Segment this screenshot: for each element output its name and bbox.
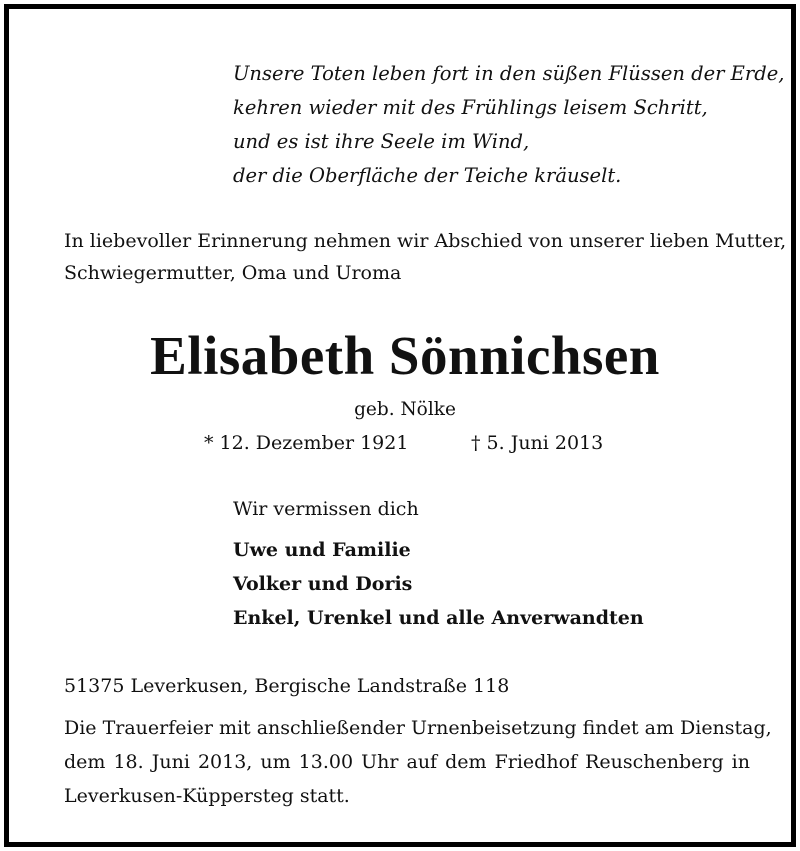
birth-date: * 12. Dezember 1921: [204, 432, 409, 454]
deceased-name: Elisabeth Sönnichsen: [150, 325, 660, 386]
poem-line: und es ist ihre Seele im Wind,: [233, 130, 530, 153]
poem: [233, 57, 784, 193]
address: 51375 Leverkusen, Bergische Landstraße 118: [64, 675, 510, 697]
ceremony-line: dem 18. Juni 2013, um 13.00 Uhr auf dem Friedhof Reuschenberg in: [64, 751, 750, 773]
ceremony-line: Die Trauerfeier mit anschließender Urnenbeisetzung findet am Dienstag,: [64, 717, 772, 739]
poem-line: Unsere Toten leben fort in den süßen Flüssen der Erde,: [233, 62, 785, 85]
maiden-name: geb. Nölke: [354, 399, 456, 420]
obituary-frame: [4, 4, 796, 847]
intro-line: Schwiegermutter, Oma und Uroma: [64, 262, 402, 284]
death-date: † 5. Juni 2013: [471, 432, 604, 454]
mourner-name: Uwe und Familie: [233, 539, 411, 561]
ceremony-line: Leverkusen-Küppersteg statt.: [64, 785, 350, 807]
mourners-heading: Wir vermissen dich: [233, 498, 419, 520]
mourner-name: Enkel, Urenkel und alle Anverwandten: [233, 607, 644, 629]
poem-line: kehren wieder mit des Frühlings leisem Schritt,: [233, 96, 708, 119]
poem-line: der die Oberfläche der Teiche kräuselt.: [233, 164, 622, 187]
mourner-name: Volker und Doris: [233, 573, 413, 595]
intro-text: [64, 225, 786, 289]
mourners-list: [233, 533, 644, 635]
ceremony-notice: [64, 711, 772, 813]
intro-line: In liebevoller Erinnerung nehmen wir Abschied von unserer lieben Mutter,: [64, 230, 787, 252]
